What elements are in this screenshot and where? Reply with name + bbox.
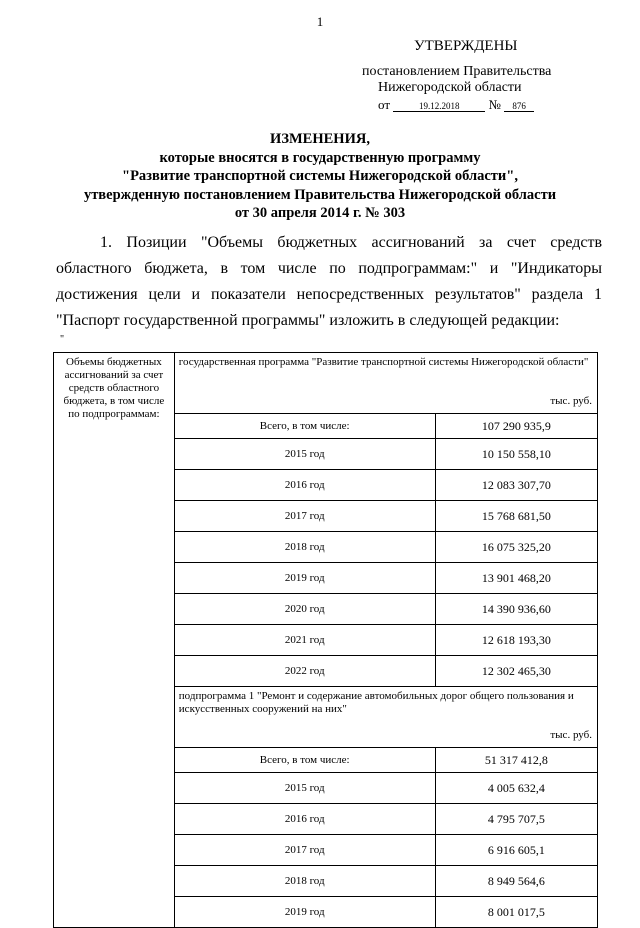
section-header bbox=[174, 687, 597, 748]
heading-line: ИЗМЕНЕНИЯ, bbox=[270, 131, 370, 147]
heading-line: утвержденную постановлением Правительства Нижегородской области bbox=[83, 186, 557, 203]
heading-line: от 30 апреля 2014 г. № 303 bbox=[234, 205, 406, 221]
heading-line: "Развитие транспортной системы Нижегородской области", bbox=[122, 168, 518, 184]
page-number: 1 bbox=[316, 14, 324, 29]
row-label: 2018 год bbox=[174, 866, 435, 897]
open-quote: " bbox=[60, 334, 65, 345]
row-label: 2015 год bbox=[174, 773, 435, 804]
paragraph-text: 1. Позиции "Объемы бюджетных ассигнований за счет средств областного бюджета, в том числе по подпрограммам:" и "Индикаторы достижения цели и показатели непосредственных результатов" раздела 1 "Паспорт государственной программы" изложить в следующей редакции: bbox=[56, 234, 602, 329]
row-value: 15 768 681,50 bbox=[435, 501, 597, 532]
row-label: Всего, в том числе: bbox=[174, 414, 435, 439]
row-value: 12 083 307,70 bbox=[435, 470, 597, 501]
row-value: 16 075 325,20 bbox=[435, 532, 597, 563]
row-value: 10 150 558,10 bbox=[435, 439, 597, 470]
budget-table bbox=[53, 352, 598, 928]
table-left-label: Объемы бюджетных ассигнований за счет средств областного бюджета, в том числе по подпрограммам: bbox=[54, 353, 175, 928]
row-value: 107 290 935,9 bbox=[435, 414, 597, 439]
from-label: от bbox=[378, 97, 391, 112]
row-label: 2019 год bbox=[174, 897, 435, 928]
row-label: 2018 год bbox=[174, 532, 435, 563]
approval-line-2: Нижегородской области bbox=[378, 80, 522, 95]
row-value: 12 618 193,30 bbox=[435, 625, 597, 656]
row-label: 2017 год bbox=[174, 501, 435, 532]
document-heading bbox=[0, 130, 640, 223]
row-label: 2016 год bbox=[174, 470, 435, 501]
row-value: 12 302 465,30 bbox=[435, 656, 597, 687]
row-label: 2021 год bbox=[174, 625, 435, 656]
row-label: Всего, в том числе: bbox=[174, 748, 435, 773]
heading-line: которые вносятся в государственную программу bbox=[159, 149, 481, 166]
decree-date: 19.12.2018 bbox=[393, 101, 485, 112]
row-value: 6 916 605,1 bbox=[435, 835, 597, 866]
decree-number: 876 bbox=[504, 101, 534, 112]
row-label: 2016 год bbox=[174, 804, 435, 835]
row-value: 13 901 468,20 bbox=[435, 563, 597, 594]
row-value: 51 317 412,8 bbox=[435, 748, 597, 773]
row-label: 2015 год bbox=[174, 439, 435, 470]
unit-label: тыс. руб. bbox=[550, 729, 592, 741]
body-paragraph bbox=[56, 230, 602, 334]
number-label: № bbox=[488, 97, 501, 112]
row-label: 2022 год bbox=[174, 656, 435, 687]
section-title: подпрограмма 1 "Ремонт и содержание автомобильных дорог общего пользования и искусственных сооружений на них" bbox=[178, 690, 574, 715]
approval-line-1: постановлением Правительства bbox=[362, 64, 552, 79]
row-value: 14 390 936,60 bbox=[435, 594, 597, 625]
section-title: государственная программа "Развитие транспортной системы Нижегородской области" bbox=[178, 356, 589, 368]
row-value: 4 005 632,4 bbox=[435, 773, 597, 804]
section-header bbox=[174, 353, 597, 414]
approval-date-number bbox=[378, 97, 534, 113]
row-label: 2020 год bbox=[174, 594, 435, 625]
approval-title: УТВЕРЖДЕНЫ bbox=[414, 38, 518, 54]
row-value: 8 949 564,6 bbox=[435, 866, 597, 897]
row-value: 8 001 017,5 bbox=[435, 897, 597, 928]
row-value: 4 795 707,5 bbox=[435, 804, 597, 835]
row-label: 2019 год bbox=[174, 563, 435, 594]
unit-label: тыс. руб. bbox=[550, 395, 592, 407]
row-label: 2017 год bbox=[174, 835, 435, 866]
